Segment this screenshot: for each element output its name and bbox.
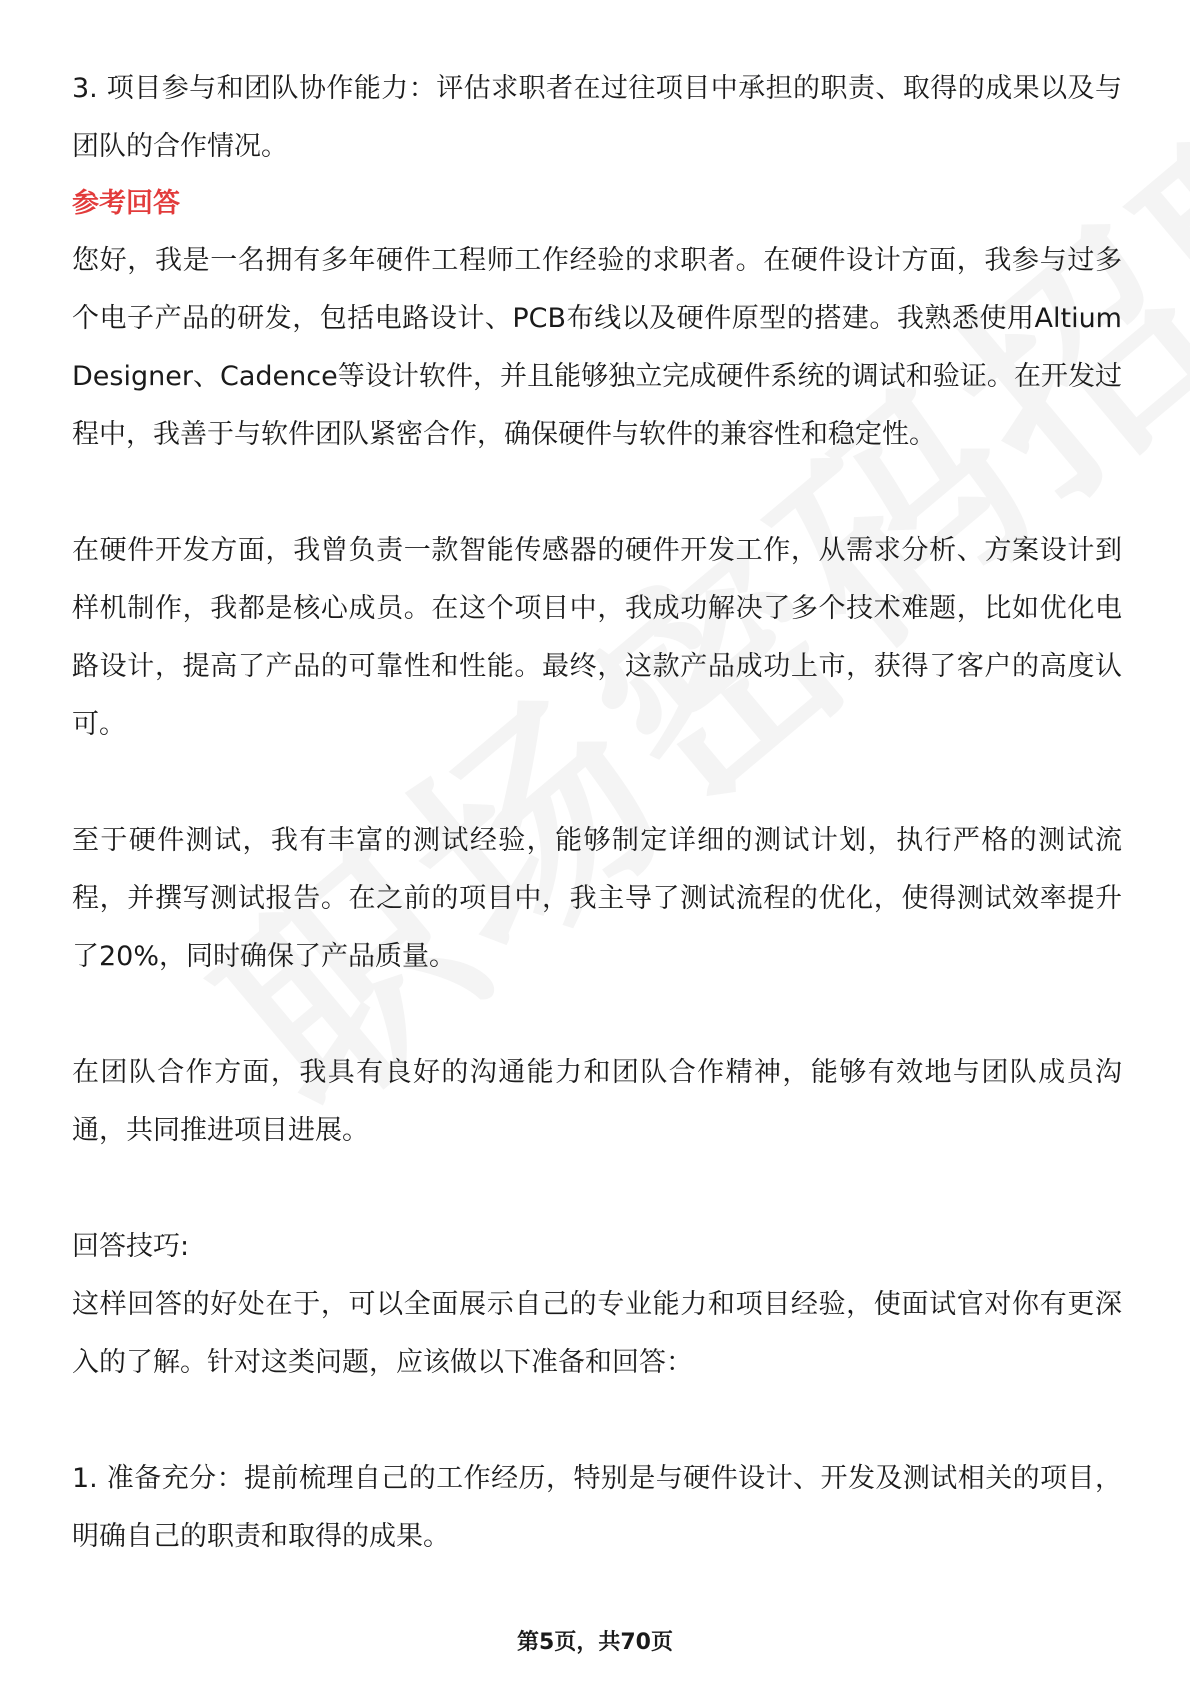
- paragraph-hardware-design: 您好，我是一名拥有多年硬件工程师工作经验的求职者。在硬件设计方面，我参与过多个电子产品的研发，包括电路设计、PCB布线以及硬件原型的搭建。我熟悉使用Altium Designer、Cadence等设计软件，并且能够独立完成硬件系统的调试和验证。在开发过程中，我善于与软件团队紧密合作，确保硬件与软件的兼容性和稳定性。: [72, 245, 1122, 450]
- spacer: [72, 1392, 1122, 1450]
- paragraph-teamwork: 在团队合作方面，我具有良好的沟通能力和团队合作精神，能够有效地与团队成员沟通，共同推进项目进展。: [72, 1057, 1122, 1146]
- spacer: [72, 464, 1122, 522]
- document-body: [72, 60, 1122, 1566]
- spacer: [72, 1160, 1122, 1218]
- reference-answer-heading: 参考回答: [72, 188, 180, 219]
- paragraph-tips-intro: 这样回答的好处在于，可以全面展示自己的专业能力和项目经验，使面试官对你有更深入的了解。针对这类问题，应该做以下准备和回答：: [72, 1289, 1122, 1378]
- paragraph-criteria-3: 3. 项目参与和团队协作能力：评估求职者在过往项目中承担的职责、取得的成果以及与团队的合作情况。: [72, 73, 1122, 162]
- paragraph-hardware-development: 在硬件开发方面，我曾负责一款智能传感器的硬件开发工作，从需求分析、方案设计到样机制作，我都是核心成员。在这个项目中，我成功解决了多个技术难题，比如优化电路设计，提高了产品的可靠性和性能。最终，这款产品成功上市，获得了客户的高度认可。: [72, 535, 1122, 740]
- spacer: [72, 754, 1122, 812]
- answer-tips-label: 回答技巧:: [72, 1231, 190, 1262]
- spacer: [72, 986, 1122, 1044]
- paragraph-hardware-testing: 至于硬件测试，我有丰富的测试经验，能够制定详细的测试计划，执行严格的测试流程，并撰写测试报告。在之前的项目中，我主导了测试流程的优化，使得测试效率提升了20%，同时确保了产品质量。: [72, 825, 1122, 972]
- page-indicator: 第5页，共70页: [517, 1630, 673, 1655]
- paragraph-tip-1: 1. 准备充分：提前梳理自己的工作经历，特别是与硬件设计、开发及测试相关的项目，明确自己的职责和取得的成果。: [72, 1463, 1122, 1552]
